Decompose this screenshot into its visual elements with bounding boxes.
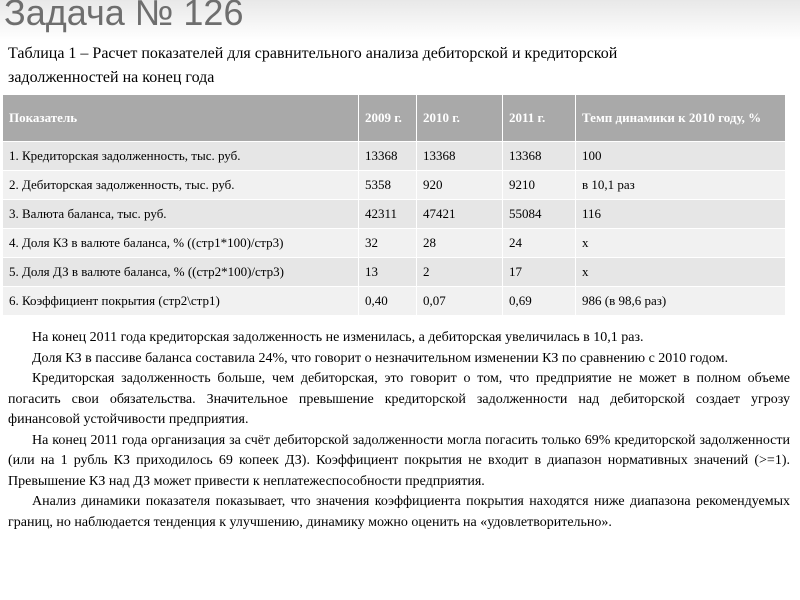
cell-2010: 920 — [417, 171, 503, 200]
cell-2010: 28 — [417, 229, 503, 258]
paragraph: На конец 2011 года кредиторская задолженность не изменилась, а дебиторская увеличилась в 10,1 раз. — [32, 330, 644, 345]
cell-2009: 0,40 — [359, 287, 417, 316]
header-2010: 2010 г. — [417, 95, 503, 142]
cell-2009: 13 — [359, 258, 417, 287]
table-row — [3, 171, 786, 200]
cell-2009: 5358 — [359, 171, 417, 200]
cell-growth-rate: 986 (в 98,6 раз) — [576, 287, 786, 316]
cell-2010: 47421 — [417, 200, 503, 229]
table-row — [3, 287, 786, 316]
table-caption: Таблица 1 – Расчет показателей для сравнительного анализа дебиторской и кредиторской задолженностей на конец года — [8, 45, 618, 86]
cell-2011: 24 — [503, 229, 576, 258]
cell-2010: 13368 — [417, 142, 503, 171]
cell-growth-rate: 116 — [576, 200, 786, 229]
analysis-text — [8, 328, 790, 533]
indicators-table — [2, 94, 786, 316]
table-header-row — [3, 95, 786, 142]
cell-indicator: 4. Доля КЗ в валюте баланса, % ((стр1*100)/стр3) — [3, 229, 359, 258]
cell-indicator: 5. Доля ДЗ в валюте баланса, % ((стр2*100)/стр3) — [3, 258, 359, 287]
paragraph: На конец 2011 года организация за счёт дебиторской задолженности могла погасить только 69% кредиторской задолженности (или на 1 рубль КЗ приходилось 69 копеек ДЗ). Коэффициент покрытия не входит в диапазон нормативных значений (>=1). Превышение КЗ над ДЗ может привести к неплатежеспособности предприятия. — [8, 432, 790, 489]
cell-2009: 42311 — [359, 200, 417, 229]
cell-2009: 13368 — [359, 142, 417, 171]
cell-growth-rate: 100 — [576, 142, 786, 171]
paragraph: Доля КЗ в пассиве баланса составила 24%, что говорит о незначительном изменении КЗ по сравнению с 2010 годом. — [32, 350, 729, 366]
cell-2011: 17 — [503, 258, 576, 287]
paragraph: Кредиторская задолженность больше, чем дебиторская, это говорит о том, что предприятие не может в полном объеме погасить свои обязательства. Значительное превышение кредиторской задолженности над дебиторской создает угрозу финансовой устойчивости предприятия. — [8, 371, 790, 427]
table-row — [3, 229, 786, 258]
cell-indicator: 3. Валюта баланса, тыс. руб. — [3, 200, 359, 229]
cell-2011: 55084 — [503, 200, 576, 229]
header-indicator: Показатель — [3, 95, 359, 142]
cell-2011: 13368 — [503, 142, 576, 171]
cell-2010: 0,07 — [417, 287, 503, 316]
table-row — [3, 258, 786, 287]
slide-title: Задача № 126 — [4, 0, 244, 33]
header-2009: 2009 г. — [359, 95, 417, 142]
header-growth-rate: Темп динамики к 2010 году, % — [576, 95, 786, 142]
table-row — [3, 200, 786, 229]
cell-indicator: 1. Кредиторская задолженность, тыс. руб. — [3, 142, 359, 171]
cell-growth-rate: х — [576, 258, 786, 287]
cell-2011: 9210 — [503, 171, 576, 200]
cell-2010: 2 — [417, 258, 503, 287]
header-2011: 2011 г. — [503, 95, 576, 142]
cell-growth-rate: х — [576, 229, 786, 258]
table-row — [3, 142, 786, 171]
cell-indicator: 6. Коэффициент покрытия (стр2\стр1) — [3, 287, 359, 316]
cell-2011: 0,69 — [503, 287, 576, 316]
paragraph: Анализ динамики показателя показывает, что значения коэффициента покрытия находятся ниже диапазона рекомендуемых границ, но наблюдается тенденция к улучшению, динамику можно оценить на «удовлетворительно». — [8, 494, 790, 530]
cell-2009: 32 — [359, 229, 417, 258]
cell-growth-rate: в 10,1 раз — [576, 171, 786, 200]
cell-indicator: 2. Дебиторская задолженность, тыс. руб. — [3, 171, 359, 200]
